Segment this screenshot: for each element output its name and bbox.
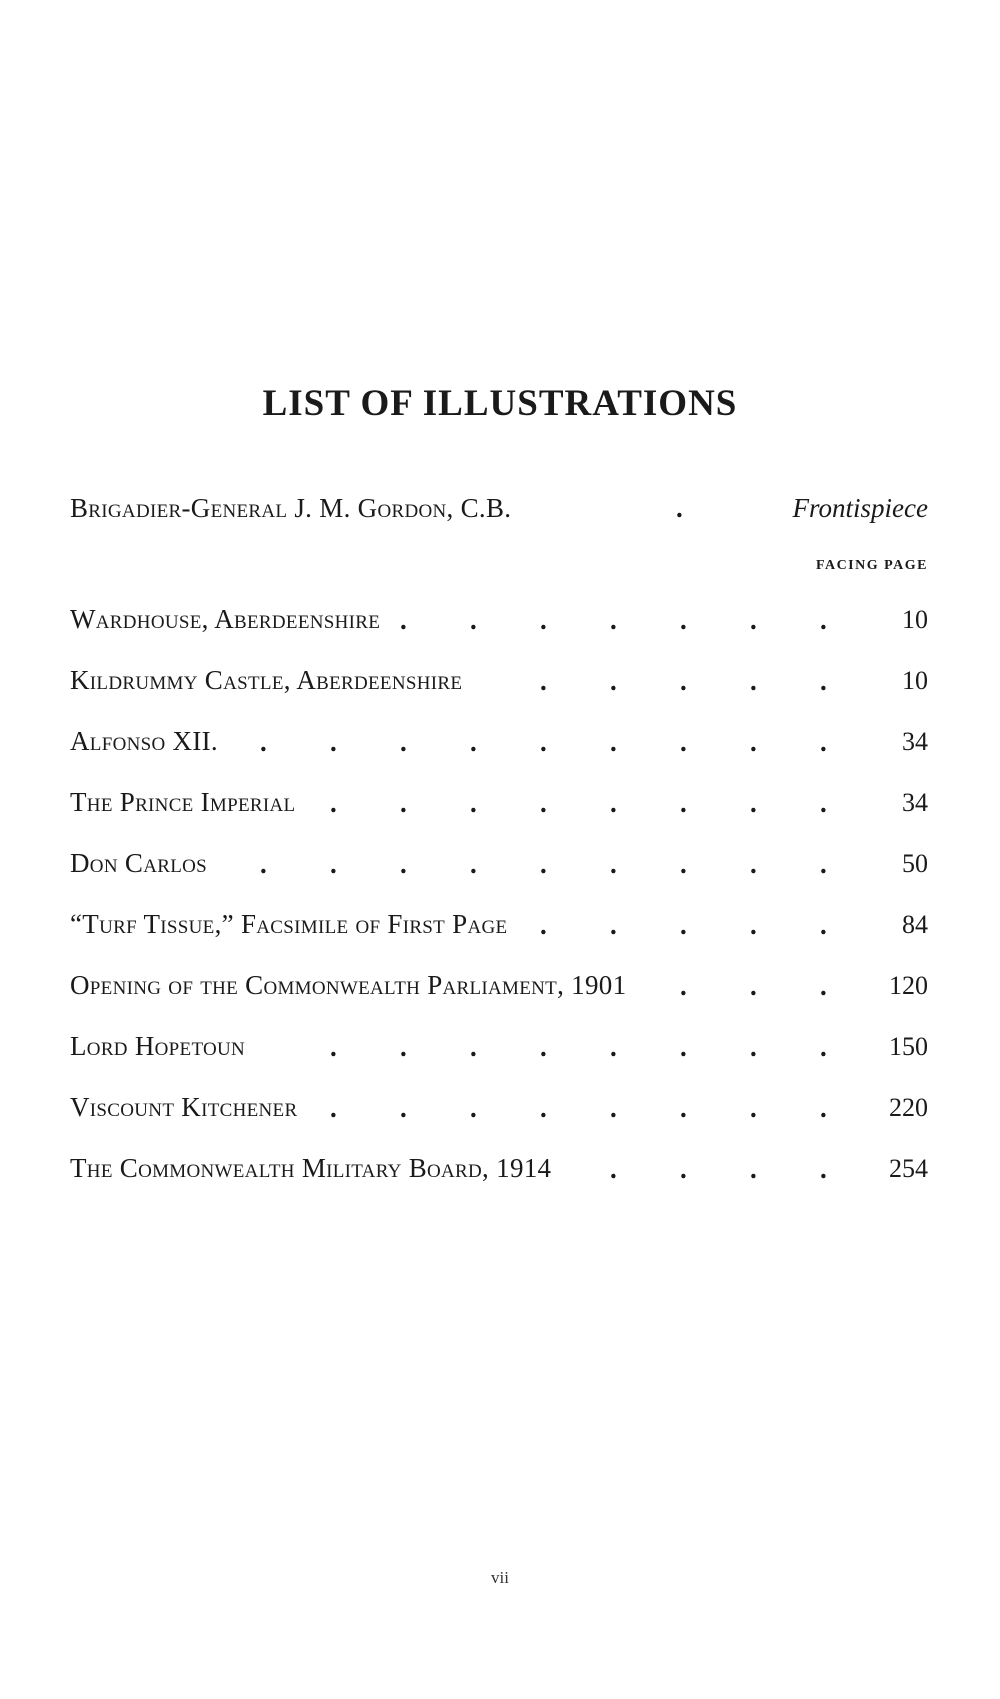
page-number: 50 bbox=[902, 849, 928, 878]
illustration-title: The Commonwealth Military Board, 1914 bbox=[70, 1153, 552, 1183]
leader-dot: . bbox=[400, 849, 407, 879]
leader-dot: . bbox=[610, 788, 617, 818]
leader-dot: . bbox=[820, 849, 827, 879]
page-number: 34 bbox=[902, 727, 928, 756]
leader-dot: . bbox=[470, 1093, 477, 1123]
leader-dot: . bbox=[680, 605, 687, 635]
page-number: 10 bbox=[902, 666, 928, 695]
leader-dot: . bbox=[750, 666, 757, 696]
leader-dot: . bbox=[750, 788, 757, 818]
list-item bbox=[70, 702, 928, 763]
leader-dot: . bbox=[330, 1093, 337, 1123]
leader-dot: . bbox=[820, 727, 827, 757]
page-number: 34 bbox=[902, 788, 928, 817]
leader-dot: . bbox=[540, 910, 547, 940]
leader-dot: . bbox=[470, 727, 477, 757]
leader-dot: . bbox=[750, 910, 757, 940]
list-item bbox=[70, 1007, 928, 1068]
leader-dot: . bbox=[400, 1032, 407, 1062]
leader-dot: . bbox=[470, 849, 477, 879]
leader-dot: . bbox=[400, 727, 407, 757]
illustration-title: Wardhouse, Aberdeenshire bbox=[70, 604, 381, 634]
leader-dot: . bbox=[680, 788, 687, 818]
list-item bbox=[70, 641, 928, 702]
leader-dot: . bbox=[820, 788, 827, 818]
list-item bbox=[70, 824, 928, 885]
illustrations-list bbox=[70, 580, 928, 1190]
leader-dot: . bbox=[540, 727, 547, 757]
leader-dot: . bbox=[680, 971, 687, 1001]
list-item bbox=[70, 885, 928, 946]
leader-dot: . bbox=[680, 666, 687, 696]
frontispiece-entry bbox=[70, 490, 928, 530]
leader-dot: . bbox=[680, 910, 687, 940]
list-item bbox=[70, 580, 928, 641]
leader-dot: . bbox=[330, 849, 337, 879]
leader-dot: . bbox=[750, 605, 757, 635]
leader-dot: . bbox=[610, 727, 617, 757]
leader-dot: . bbox=[750, 1032, 757, 1062]
page-number: 10 bbox=[902, 605, 928, 634]
leader-dot: . bbox=[610, 666, 617, 696]
leader-dot: . bbox=[470, 1032, 477, 1062]
page-folio: vii bbox=[491, 1568, 509, 1587]
leader-dot: . bbox=[260, 727, 267, 757]
leader-dot: . bbox=[680, 1032, 687, 1062]
leader-dot: . bbox=[750, 1093, 757, 1123]
page-number: 120 bbox=[889, 971, 928, 1000]
page-number: 254 bbox=[889, 1154, 928, 1183]
leader-dot: . bbox=[680, 1093, 687, 1123]
leader-dot: . bbox=[820, 666, 827, 696]
leader-dot: . bbox=[680, 849, 687, 879]
illustration-title: The Prince Imperial bbox=[70, 787, 296, 817]
leader-dot: . bbox=[470, 605, 477, 635]
leader-dot: . bbox=[330, 788, 337, 818]
leader-dot: . bbox=[400, 788, 407, 818]
leader-dot: . bbox=[540, 605, 547, 635]
leader-dot: . bbox=[400, 1093, 407, 1123]
illustration-title: “Turf Tissue,” Facsimile of First Page bbox=[70, 909, 508, 939]
leader-dot: . bbox=[750, 849, 757, 879]
leader-dot: . bbox=[820, 1032, 827, 1062]
leader-dot: . bbox=[680, 1154, 687, 1184]
leader-dot: . bbox=[540, 1093, 547, 1123]
list-item bbox=[70, 946, 928, 1007]
leader-dot: . bbox=[750, 971, 757, 1001]
leader-dot: . bbox=[820, 910, 827, 940]
leader-dot: . bbox=[680, 727, 687, 757]
leader-dot: . bbox=[540, 1032, 547, 1062]
leader-dot: . bbox=[610, 1032, 617, 1062]
leader-dot: . bbox=[540, 666, 547, 696]
page-number: 84 bbox=[902, 910, 928, 939]
facing-page-header: FACING PAGE bbox=[815, 558, 928, 573]
leader-dot: . bbox=[750, 1154, 757, 1184]
illustration-title: Opening of the Commonwealth Parliament, 1901 bbox=[70, 970, 627, 1000]
leader-dot: . bbox=[330, 1032, 337, 1062]
list-item bbox=[70, 763, 928, 824]
page-title: LIST OF ILLUSTRATIONS bbox=[262, 383, 738, 424]
leader-dot: . bbox=[820, 1154, 827, 1184]
leader-dot: . bbox=[330, 727, 337, 757]
illustration-title: Alfonso XII. bbox=[70, 726, 218, 756]
list-item bbox=[70, 1068, 928, 1129]
page-number: 150 bbox=[889, 1032, 928, 1061]
frontispiece-label: Brigadier-General J. M. Gordon, C.B. bbox=[70, 493, 512, 523]
leader-dot: . bbox=[540, 849, 547, 879]
illustration-title: Don Carlos bbox=[70, 848, 207, 878]
leader-dot: . bbox=[820, 971, 827, 1001]
leader-dot: . bbox=[750, 727, 757, 757]
leader-dot: . bbox=[610, 849, 617, 879]
leader-dot: . bbox=[610, 910, 617, 940]
leader-dot: . bbox=[260, 849, 267, 879]
illustration-title: Viscount Kitchener bbox=[70, 1092, 298, 1122]
leader-dot: . bbox=[610, 1154, 617, 1184]
page-number: 220 bbox=[889, 1093, 928, 1122]
leader-dot: . bbox=[820, 605, 827, 635]
leader-dot: . bbox=[676, 493, 683, 523]
leader-dot: . bbox=[610, 1093, 617, 1123]
leader-dot: . bbox=[540, 788, 547, 818]
leader-dot: . bbox=[470, 788, 477, 818]
leader-dot: . bbox=[400, 605, 407, 635]
leader-dot: . bbox=[820, 1093, 827, 1123]
frontispiece-value: Frontispiece bbox=[792, 493, 928, 523]
list-item bbox=[70, 1129, 928, 1190]
illustration-title: Lord Hopetoun bbox=[70, 1031, 246, 1061]
illustration-title: Kildrummy Castle, Aberdeenshire bbox=[70, 665, 463, 695]
leader-dot: . bbox=[610, 605, 617, 635]
